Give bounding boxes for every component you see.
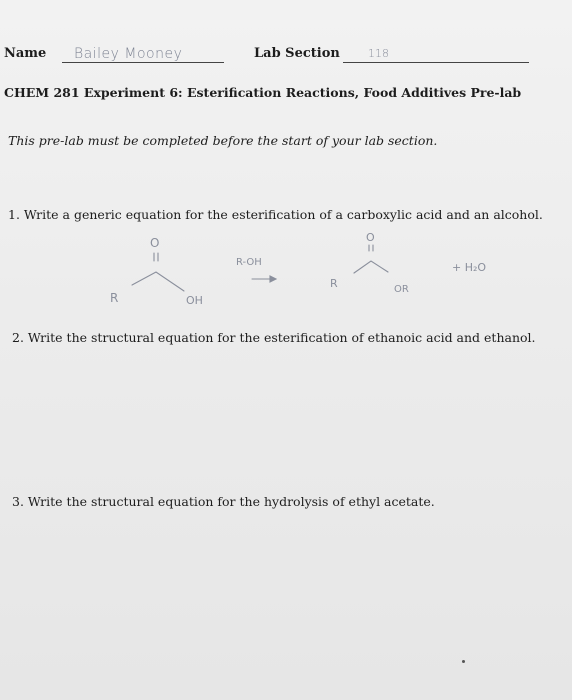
name-value: Bailey Mooney (74, 46, 183, 62)
question-1: 1. Write a generic equation for the esterification of a carboxylic acid and an alcohol. (8, 207, 543, 222)
water-byproduct: + H₂O (452, 261, 487, 274)
acid-oh: OH (186, 294, 203, 307)
lab-section-value: 118 (368, 47, 389, 60)
page-title: CHEM 281 Experiment 6: Esterification Reactions, Food Additives Pre-lab (4, 85, 522, 100)
acid-skeleton (132, 272, 184, 291)
ester-o: O (366, 231, 375, 244)
name-underline (62, 62, 224, 63)
question-3: 3. Write the structural equation for the hydrolysis of ethyl acetate. (12, 494, 435, 509)
ester-r: R (330, 277, 338, 290)
ester-skeleton (354, 261, 388, 273)
question-2: 2. Write the structural equation for the esterification of ethanoic acid and ethanol. (12, 330, 536, 345)
lab-section-label: Lab Section (254, 46, 340, 61)
reaction-arrow-head (270, 276, 276, 282)
name-label: Name (4, 46, 47, 61)
instruction-text: This pre-lab must be completed before the start of your lab section. (8, 133, 438, 148)
handwritten-equation (0, 225, 572, 315)
reagent-alcohol: R-OH (236, 257, 262, 268)
lab-section-underline (343, 62, 529, 63)
stray-mark (462, 660, 465, 663)
acid-r: R (110, 291, 119, 305)
ester-or: OR (394, 284, 409, 295)
acid-o: O (150, 236, 160, 250)
